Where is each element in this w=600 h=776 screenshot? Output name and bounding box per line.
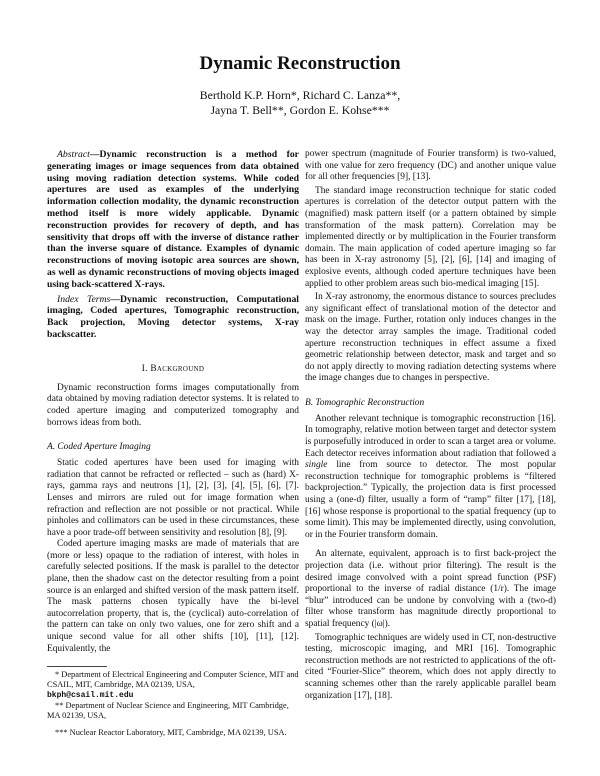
left-column xyxy=(47,149,299,655)
tomographic-paragraph-1-b: line from source to detector. The most popular reconstruction technique for tomographic problems is “filtered backprojection.” Typically, the projection data is first processed using a (one-d) filter, usually a form of “ramp” filter [17], [18], [16] whose response is proportional to the spatial frequency (up to some limit). This may be implemented directly, using convolution, or in the Fourier transform domain. xyxy=(305,460,556,540)
right-column xyxy=(305,149,556,702)
footnote-rule xyxy=(47,666,107,667)
footnote-1 xyxy=(47,670,299,701)
index-terms-lead: Index Terms xyxy=(57,293,111,305)
right-paragraph-1: power spectrum (magnitude of Fourier transform) is two-valued, with one value for zero frequency (DC) and another unique value for all other frequencies [9], [13]. xyxy=(305,149,556,183)
emphasis-single: single xyxy=(305,460,328,471)
footnote-3: *** Nuclear Reactor Laboratory, MIT, Cambridge, MA 02139, USA. xyxy=(55,728,287,737)
tomographic-paragraph-1-a: Another relevant technique is tomographic reconstruction [16]. In tomography, relative motion between target and detector system is purposefully introduced in order to scan a target area or volume. Each detector receives information about radiation that followed a xyxy=(305,413,556,459)
subsection-heading-tomographic: B. Tomographic Reconstruction xyxy=(305,397,425,408)
coded-aperture-paragraph-2: Coded aperture imaging masks are made of materials that are (more or less) opaque to the radiation of interest, with holes in carefully selected positions. If the mask is parallel to the detector plane, then the shadow cast on the detector resulting from a point source is an enlarged and shifted version of the mask pattern itself. The mask patterns chosen typically have the bi-level autocorrelation property, that is, the (cyclical) auto-correlation of the pattern can take on only two values, one for zero shift and a unique second value for all other shifts [10], [11], [12]. Equivalently, the xyxy=(47,539,299,654)
index-terms xyxy=(47,294,299,341)
right-paragraph-3: In X-ray astronomy, the enormous distance to sources precludes any significant effect of translational motion of the detector and mask on the image. Further, rotation only induces changes in the way the detector array samples the image. Traditional coded aperture reconstruction techniques in effect assume a fixed geometric relationship between detector, mask and target and so do not apply directly to moving radiation detecting systems where the image changes due to changes in perspective. xyxy=(305,292,556,384)
coded-aperture-paragraph-1: Static coded apertures have been used for imaging with radiation that cannot be refracted or reflected – such as (hard) X-rays, gamma rays and neutrons [1], [2], [3], [4], [5], [6], [7]. Lenses and mirrors are ruled out for image formation when refraction and reflection are not possible or not practical. While pinholes and collimators can be used in these circumstances, these have a poor trade-off between sensitivity and resolution [8], [9]. xyxy=(47,458,299,538)
tomographic-paragraph-2: An alternate, equivalent, approach is to first back-project the projection data (i.e. without prior filtering). The result is the desired image convolved with a point spread function (PSF) proportional to the inverse of radial distance (1/r). The image “blur” introduced can be undone by convolving with a (two-d) filter whose transform has magnitude directly proportional to spatial frequency (|ω|). xyxy=(305,549,556,629)
authors-line-2: Jayna T. Bell**, Gordon E. Kohse*** xyxy=(210,103,390,117)
index-terms-text: —Dynamic reconstruction, Computational imaging, Coded apertures, Tomographic reconstruction, Back projection, Moving detector systems, X-ray backscatter. xyxy=(47,293,299,340)
tomographic-paragraph-1 xyxy=(305,414,556,542)
subsection-heading-coded-aperture: A. Coded Aperture Imaging xyxy=(47,442,151,453)
abstract-lead: Abstract xyxy=(57,149,90,160)
abstract-text: —Dynamic reconstruction is a method for generating images or image sequences from data obtained using moving radiation detection systems. While coded apertures are used as examples of the underlying information collection modality, the dynamic reconstruction method itself is more widely applicable. Dynamic reconstruction provides for recovery of depth, and has sensitivity that drops off with the inverse of distance rather than the inverse square of distance. Examples of dynamic reconstructions of moving isotopic area sources are shown, as well as dynamic reconstructions of moving objects imaged using back-scattered X-rays. xyxy=(47,149,299,290)
footnote-1-text: * Department of Electrical Engineering and Computer Science, MIT and CSAIL, MIT, Cambridge, MA 02139, USA, xyxy=(47,670,299,689)
section-heading-background: I. Background xyxy=(141,363,205,374)
footnote-1-email[interactable]: bkph@csail.mit.edu xyxy=(47,691,134,700)
paper-title: Dynamic Reconstruction xyxy=(199,53,401,74)
authors-line-1: Berthold K.P. Horn*, Richard C. Lanza**, xyxy=(199,88,401,102)
tomographic-paragraph-3: Tomographic techniques are widely used in CT, non-destructive testing, microscopic imaging, and MRI [16]. Tomographic reconstruction methods are not restricted to applications of the oft-cited “Fourier-Slice” theorem, which does not apply directly to scanning schemes other than the rarely applicable parallel beam organization [17], [18]. xyxy=(305,632,556,701)
right-paragraph-2: The standard image reconstruction technique for static coded apertures is correlation of the detector output pattern with the (magnified) mask pattern itself (or a pattern obtained by simple transformation of the mask pattern). Correlation may be implemented directly or by multiplication in the Fourier transform domain. The main application of coded aperture imaging so far has been in X-ray astronomy [5], [2], [6], [14] and imaging of explosive events, although coded aperture techniques have been applied to other problem areas such bio-medical imaging [15]. xyxy=(305,185,556,289)
abstract xyxy=(47,149,299,291)
background-paragraph: Dynamic reconstruction forms images computationally from data obtained by moving radiation detector systems. It is related to coded aperture imaging and computerized tomography and borrows ideas from both. xyxy=(47,382,299,428)
footnotes xyxy=(47,666,299,738)
author-list xyxy=(150,88,450,118)
footnote-2: ** Department of Nuclear Science and Engineering, MIT Cambridge, MA 02139, USA, xyxy=(47,701,289,720)
